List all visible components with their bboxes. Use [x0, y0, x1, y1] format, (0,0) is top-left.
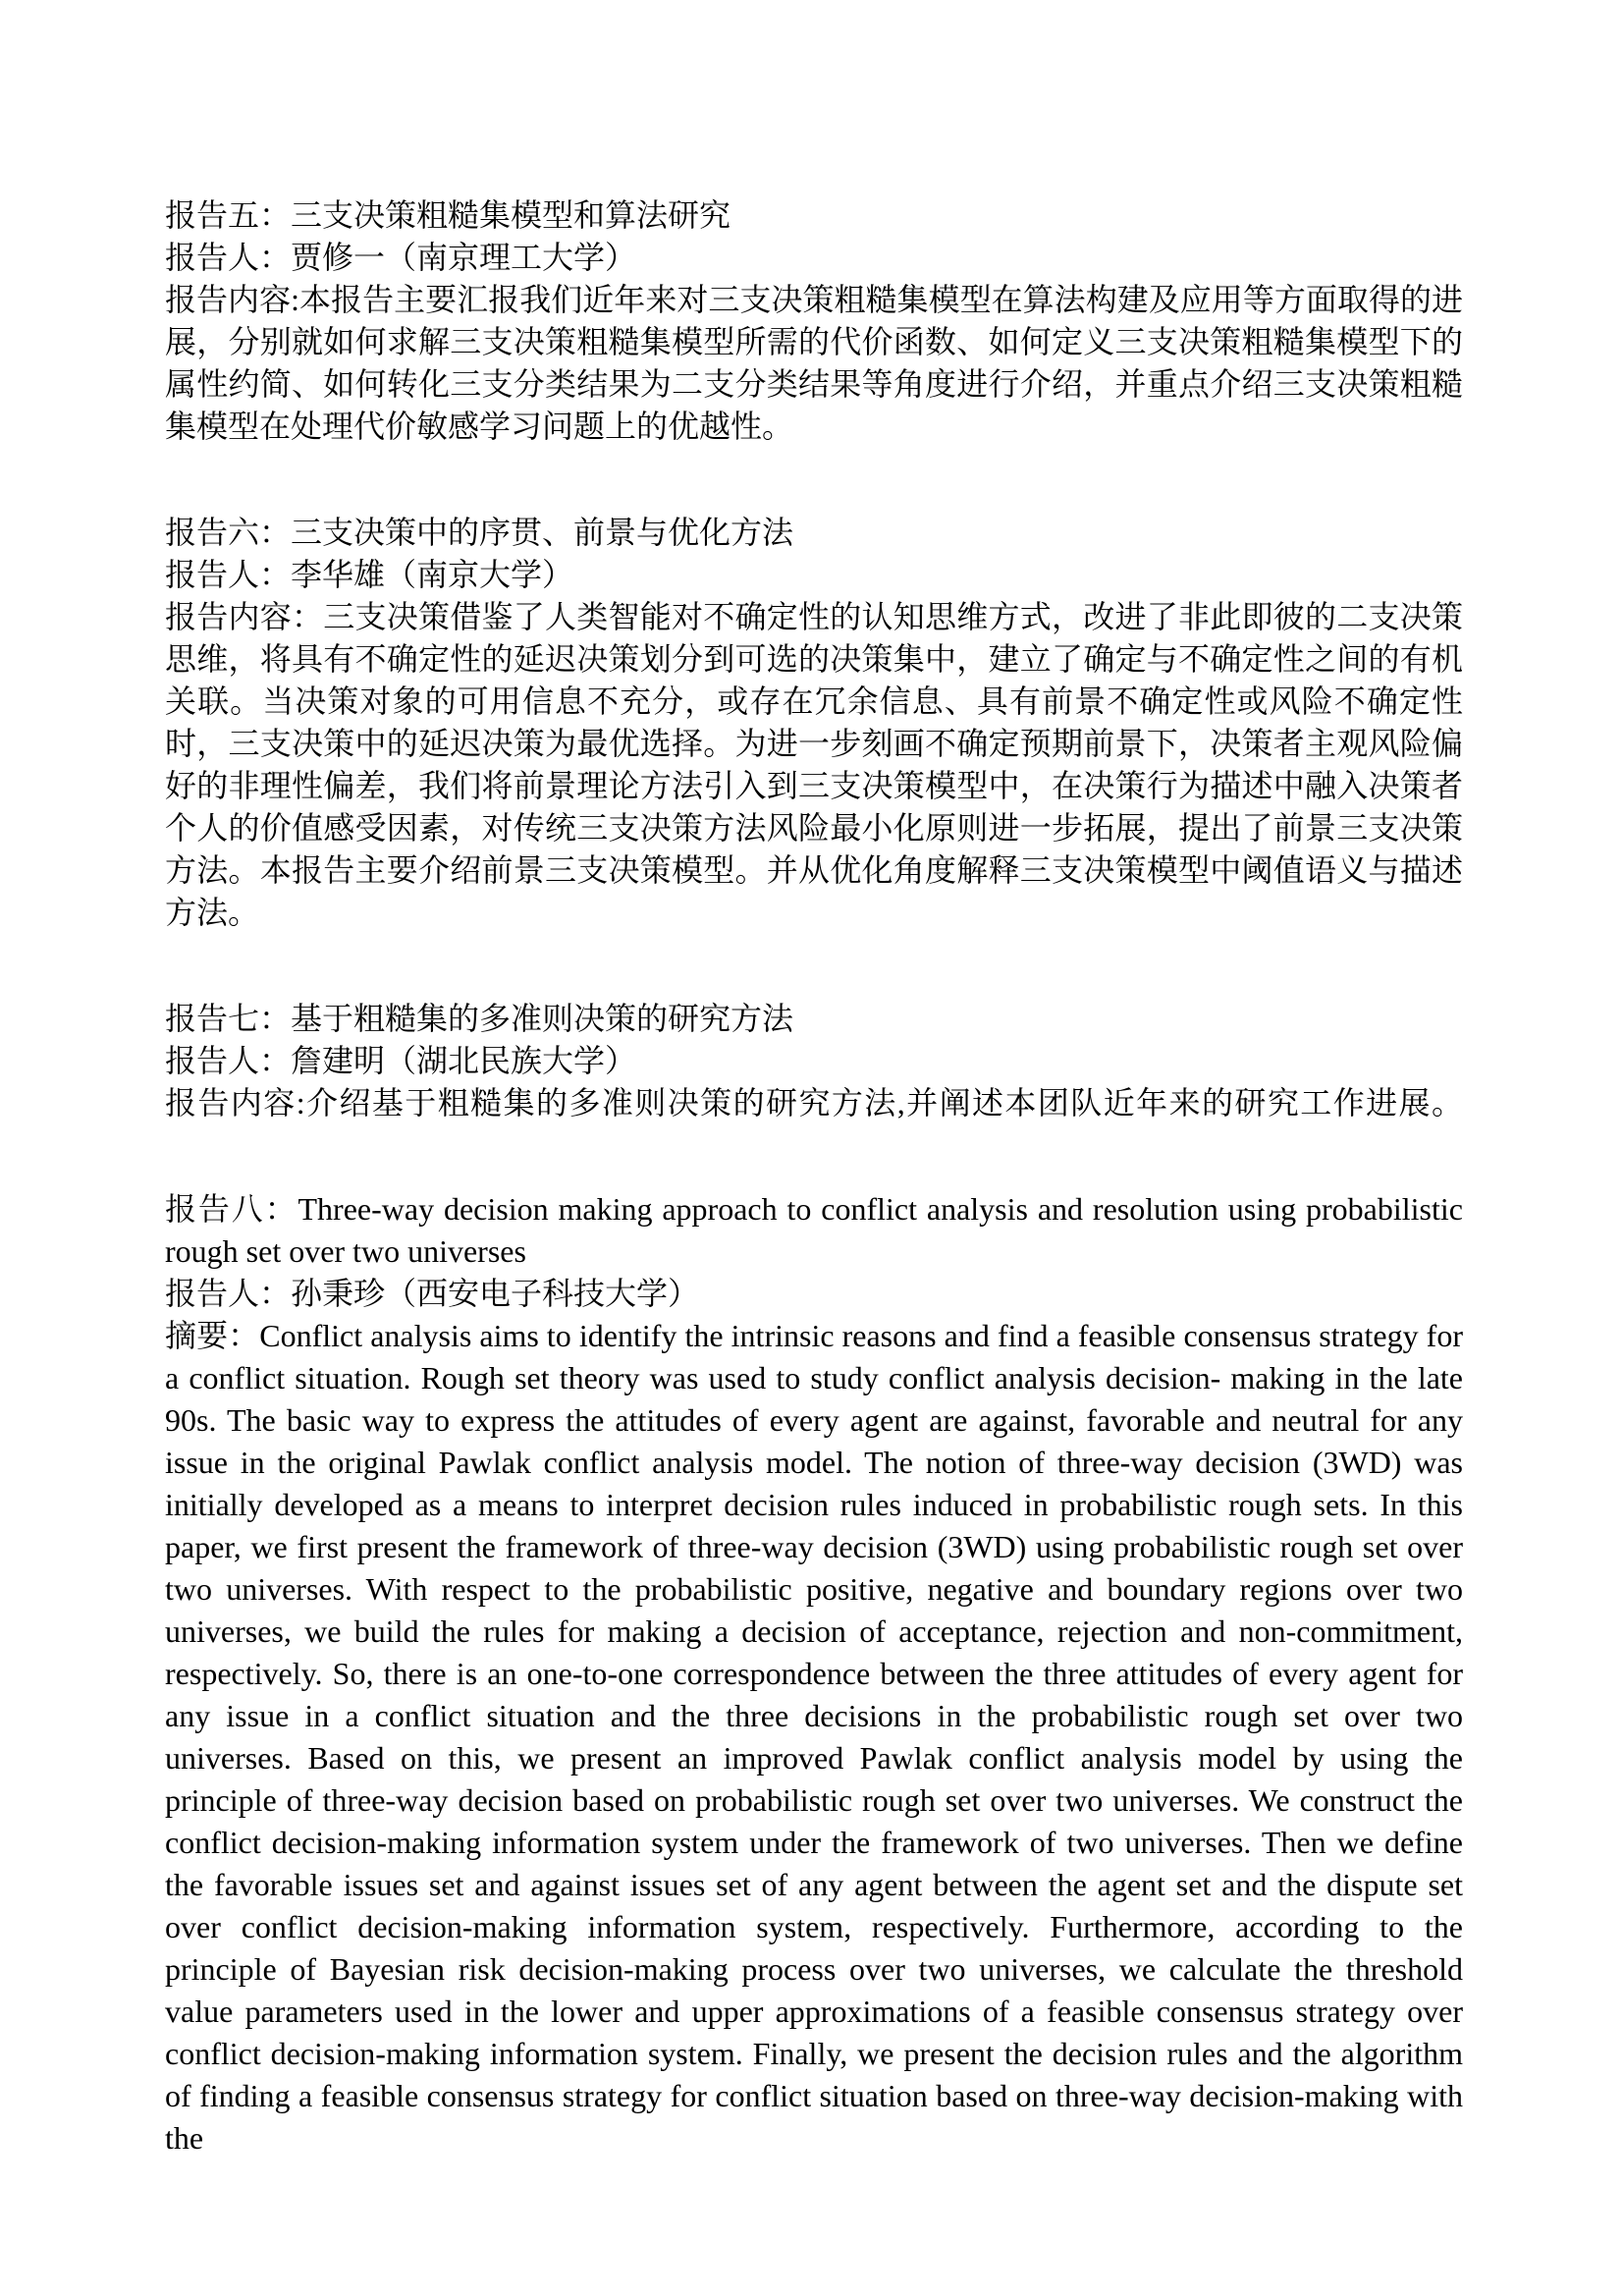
report-7-content: 报告内容:介绍基于粗糙集的多准则决策的研究方法,并阐述本团队近年来的研究工作进展。	[165, 1085, 1463, 1121]
report-8-abstract: 摘要：Conflict analysis aims to identify the intrinsic reasons and find a feasible consensus strategy for a conflict situation. Rough set theory was used to study conflict analysis decision- making in the late 90s. The basic way to express the attitudes of every agent are against, favorable and neutral for any issue in the original Pawlak conflict analysis model. The notion of three-way decision (3WD) was initially developed as a means to interpret decision rules induced in probabilistic rough sets. In this paper, we first present the framework of three-way decision (3WD) using probabilistic rough set over two universes. With respect to the probabilistic positive, negative and boundary regions over two universes, we build the rules for making a decision of acceptance, rejection and non-commitment, respectively. So, there is an one-to-one correspondence between the three attitudes of every agent for any issue in a conflict situation and the three decisions in the probabilistic rough set over two universes. Based on this, we present an improved Pawlak conflict analysis model by using the principle of three-way decision based on probabilistic rough set over two universes. We construct the conflict decision-making information system under the framework of two universes. Then we define the favorable issues set and against issues set of any agent between the agent set and the dispute set over conflict decision-making information system, respectively. Furthermore, according to the principle of Bayesian risk decision-making process over two universes, we calculate the threshold value parameters used in the lower and upper approximations of a feasible consensus strategy over conflict decision-making information system. Finally, we present the decision rules and the algorithm of finding a feasible consensus strategy for conflict situation based on three-way decision-making with the	[165, 1318, 1463, 2156]
report-section-6	[165, 512, 1463, 934]
report-8-speaker: 报告人：孙秉珍（西安电子科技大学）	[165, 1276, 700, 1311]
report-section-8	[165, 1188, 1463, 2159]
report-5-speaker: 报告人：贾修一（南京理工大学）	[165, 240, 637, 275]
report-7-title: 报告七：基于粗糙集的多准则决策的研究方法	[165, 1001, 794, 1036]
report-6-content: 报告内容：三支决策借鉴了人类智能对不确定性的认知思维方式，改进了非此即彼的二支决策思维，将具有不确定性的延迟决策划分到可选的决策集中，建立了确定与不确定性之间的有机关联。当决策对象的可用信息不充分，或存在冗余信息、具有前景不确定性或风险不确定性时，三支决策中的延迟决策为最优选择。为进一步刻画不确定预期前景下，决策者主观风险偏好的非理性偏差，我们将前景理论方法引入到三支决策模型中，在决策行为描述中融入决策者个人的价值感受因素，对传统三支决策方法风险最小化原则进一步拓展，提出了前景三支决策方法。本报告主要介绍前景三支决策模型。并从优化角度解释三支决策模型中阈值语义与描述方法。	[165, 599, 1463, 930]
report-section-5	[165, 194, 1463, 448]
report-6-title: 报告六：三支决策中的序贯、前景与优化方法	[165, 515, 794, 550]
report-7-speaker: 报告人：詹建明（湖北民族大学）	[165, 1043, 637, 1078]
report-8-title: 报告八：Three-way decision making approach to conflict analysis and resolution using probabilistic rough set over two universes	[165, 1191, 1463, 1269]
report-5-content: 报告内容:本报告主要汇报我们近年来对三支决策粗糙集模型在算法构建及应用等方面取得的进展，分别就如何求解三支决策粗糙集模型所需的代价函数、如何定义三支决策粗糙集模型下的属性约简、如何转化三支分类结果为二支分类结果等角度进行介绍，并重点介绍三支决策粗糙集模型在处理代价敏感学习问题上的优越性。	[165, 282, 1463, 444]
report-5-title: 报告五：三支决策粗糙集模型和算法研究	[165, 197, 731, 233]
report-section-7	[165, 998, 1463, 1124]
report-6-speaker: 报告人：李华雄（南京大学）	[165, 557, 574, 592]
document-content	[165, 194, 1463, 2159]
